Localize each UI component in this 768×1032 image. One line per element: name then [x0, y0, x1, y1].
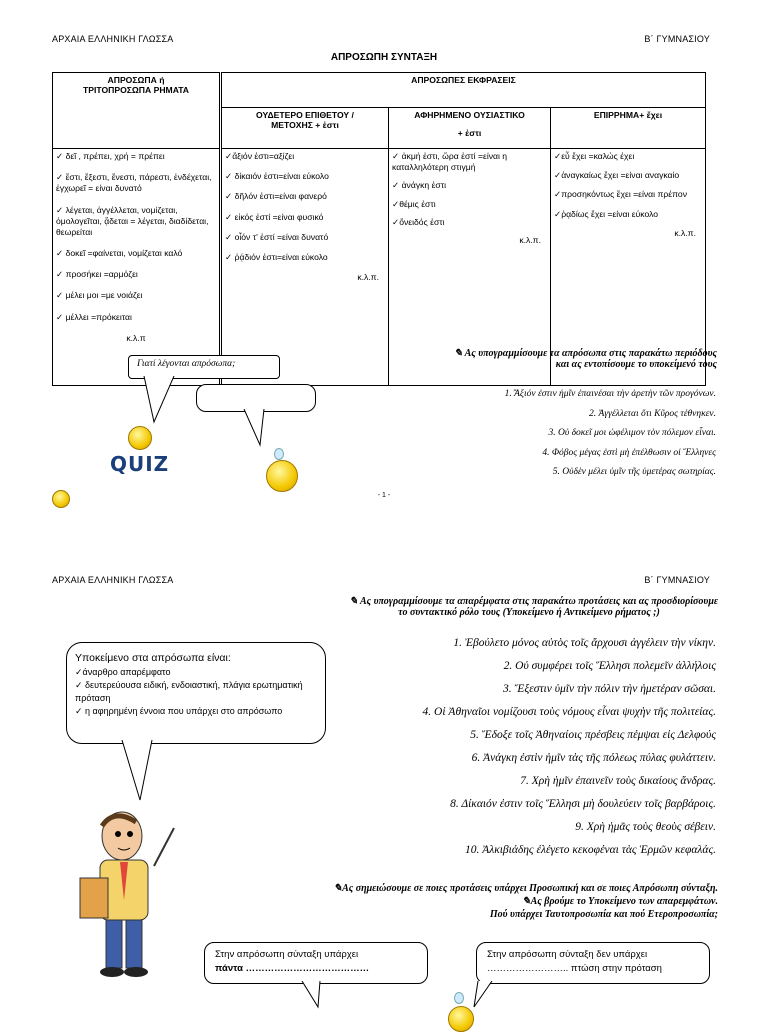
adverb-item: ✓ἀναγκαίως ἔχει =είναι αναγκαίο	[554, 170, 680, 181]
page1-sentence: 4. Φόβος μέγας ἐστὶ μὴ ἐπέλθωσιν οἱ Ἕλληνες	[542, 447, 716, 458]
pencil-icon-3: ✎	[333, 883, 343, 894]
col4-etc: κ.λ.π.	[674, 227, 696, 238]
page2-sentence: 7. Χρὴ ἡμῖν ἐπαινεῖν τοὺς δικαίους ἄνδρας.	[520, 775, 716, 787]
impersonal-verb-item: ✓ ἔστι, ἔξεστι, ἔνεστι, πάρεστι, ἐνδέχεται, ἐγχωρεῖ = είναι δυνατό	[56, 172, 212, 194]
bottom-instruction-line1: Ας σημειώσουμε σε ποιες προτάσεις υπάρχει Προσωπική και σε ποιες Απρόσωπη σύνταξη.	[342, 883, 718, 894]
pencil-icon: ✎	[454, 348, 463, 359]
page2-header-right: Β΄ ΓΥΜΝΑΣΙΟΥ	[644, 575, 710, 585]
col1-list	[56, 151, 216, 323]
lightbulb-icon	[274, 448, 284, 460]
sub2-header-line2: + ἐστι	[457, 128, 482, 138]
subject-box-title: Υποκείμενο στα απρόσωπα είναι:	[75, 652, 231, 664]
sub1-header-line2: ΜΕΤΟΧΗΣ + ἐστι	[271, 120, 339, 130]
fill-box-left-line1: Στην απρόσωπη σύνταξη υπάρχει	[215, 949, 359, 960]
page2-sentence: 8. Δίκαιόν ἐστιν τοῖς Ἕλλησι μὴ δουλεύειν τοῖς βαρβάροις.	[450, 798, 716, 810]
sub2-header	[389, 108, 551, 149]
neuter-adjective-item: ✓ οἷόν τ' ἐστί =είναι δυνατό	[225, 231, 329, 242]
col1-header-line2: ΤΡΙΤΟΠΡΟΣΩΠΑ ΡΗΜΑΤΑ	[82, 85, 190, 95]
page1-header-left: ΑΡΧΑΙΑ ΕΛΛΗΝΙΚΗ ΓΛΩΣΣΑ	[52, 34, 174, 44]
page1-header-right: Β΄ ΓΥΜΝΑΣΙΟΥ	[644, 34, 710, 44]
smiley-face-icon	[266, 460, 298, 492]
bubble-tail-left	[140, 376, 180, 426]
page2-sentence: 9. Χρὴ ἡμᾶς τοὺς θεοὺς σέβειν.	[575, 821, 716, 833]
teacher-figure-icon	[74, 808, 184, 983]
bottom-smiley-face-icon	[448, 1006, 474, 1032]
sub2-header-line1: ΑΦΗΡΗΜΕΝΟ ΟΥΣΙΑΣΤΙΚΟ	[414, 110, 525, 120]
adverb-item: ✓ῥᾳδίως ἔχει =είναι εύκολο	[554, 208, 659, 219]
fill-box-left	[204, 942, 428, 984]
subject-rule-item: ✓άναρθρο απαρέμφατο	[75, 667, 171, 678]
abstract-noun-item: ✓ ἀνάγκη ἐστι	[392, 180, 447, 191]
quiz-question-text: Γιατί λέγονται απρόσωπα;	[137, 359, 236, 369]
impersonal-verb-item: ✓ μέλλει =πρόκειται	[56, 311, 132, 322]
page2-sentence: 5. Ἔδοξε τοῖς Ἀθηναίοις πρέσβεις πέμψαι εἰς Δελφούς	[470, 729, 716, 741]
col2-etc: κ.λ.π.	[357, 272, 379, 283]
neuter-adjective-item: ✓ εἰκός ἐστί =είναι φυσικό	[225, 211, 324, 222]
page1-sentence: 2. Ἀγγέλλεται ὅτι Κῦρος τέθνηκεν.	[589, 408, 716, 419]
subject-rule-item: ✓ δευτερεύουσα ειδική, ενδοιαστική, πλάγια ερωτηματική πρόταση	[75, 680, 303, 704]
sub1-header	[221, 108, 389, 149]
pencil-icon-4: ✎	[522, 896, 531, 907]
group-header: ΑΠΡΟΣΩΠΕΣ ΕΚΦΡΑΣΕΙΣ	[221, 73, 706, 108]
page2-sentence: 2. Οὐ συμφέρει τοῖς Ἕλλησι πολεμεῖν ἀλλήλοις	[503, 660, 716, 672]
impersonal-verb-item: ✓ μέλει μοι =με νοιάζει	[56, 290, 143, 301]
fill-box-left-line2[interactable]: πάντα …………………………………	[215, 963, 370, 975]
quiz-label: QUIZ	[110, 452, 170, 476]
col1-header-line1: ΑΠΡΟΣΩΠΑ ή	[107, 75, 165, 85]
page1-sentence: 3. Οὐ δοκεῖ μοι ὠφέλιμον τὸν πόλεμον εἶναι.	[548, 428, 716, 438]
sub3-header: ΕΠΙΡΡΗΜΑ+ ἔχει	[551, 108, 706, 149]
subject-box-tail	[120, 740, 160, 804]
page2-header-left: ΑΡΧΑΙΑ ΕΛΛΗΝΙΚΗ ΓΛΩΣΣΑ	[52, 575, 174, 585]
page2-instruction-line1: Ας υπογραμμίσουμε τα απαρέμφατα στις παρακάτω προτάσεις και ας προσδιορίσουμε	[359, 596, 718, 607]
impersonal-table	[52, 72, 706, 386]
adverb-item: ✓προσηκόντως ἔχει =είναι πρέπον	[554, 189, 687, 200]
adverb-item: ✓εὖ ἔχει =καλώς έχει	[554, 151, 635, 161]
impersonal-verb-item: ✓ προσήκει =αρμόζει	[56, 269, 138, 280]
page1-instruction-line2: και ας εντοπίσουμε το υποκείμενό τους	[555, 359, 717, 370]
page2-sentence: 4. Οἱ Ἀθηναῖοι νομίζουσι τοὺς νόμους εἶναι ψυχὴν τῆς πολιτείας.	[422, 706, 716, 718]
fill-box-left-tail	[300, 981, 330, 1011]
page2-instruction	[200, 596, 718, 618]
sub1-header-line1: ΟΥΔΕΤΕΡΟ ΕΠΙΘΕΤΟΥ /	[256, 110, 354, 120]
impersonal-verb-item: ✓ λέγεται, ἀγγέλλεται, νομίζεται, ὁμολογεῖται, ᾄδεται = λέγεται, διαδίδεται, θεωρείται	[56, 204, 209, 237]
fill-box-right-tail	[470, 981, 500, 1011]
neuter-adjective-item: ✓ἄξιόν ἐστι=αξίζει	[225, 151, 295, 161]
col1-header	[53, 73, 221, 149]
col1-etc: κ.λ.π	[126, 332, 146, 343]
fill-box-right-line1: Στην απρόσωπη σύνταξη δεν υπάρχει	[487, 949, 648, 960]
page1-instruction-line1: Ας υπογραμμίσουμε τα απρόσωπα στις παρακάτω περιόδους	[464, 348, 717, 359]
col1-cell	[53, 149, 221, 386]
answer-bubble	[196, 384, 316, 412]
col3-etc: κ.λ.π.	[519, 234, 541, 245]
page2-sentence: 10. Ἀλκιβιάδης ἐλέγετο κεκοφέναι τὰς Ἑρμῶν κεφαλάς.	[464, 844, 716, 856]
page2-instruction-line2: το συντακτικό ρόλο τους (Υποκείμενο ή Αντικείμενο ρήματος ;)	[398, 607, 660, 618]
fill-box-right	[476, 942, 710, 984]
bubble-tail-right	[240, 409, 270, 449]
page2-sentence: 6. Ἀνάγκη ἐστὶν ἡμῖν τὰς τῆς πόλεως πύλας φυλάττειν.	[471, 752, 716, 764]
page-number: - 1 -	[377, 492, 391, 499]
page1-sentence: 5. Οὐδὲν μέλει ὑμῖν τῆς ὑμετέρας σωτηρίας.	[552, 467, 716, 477]
neuter-adjective-item: ✓ δῆλόν ἐστι=είναι φανερό	[225, 191, 327, 202]
abstract-noun-item: ✓θέμις ἐστι	[392, 198, 436, 209]
abstract-noun-item: ✓ὄνειδός ἐστι	[392, 216, 445, 227]
bottom-lightbulb-icon	[454, 992, 464, 1004]
fill-box-right-line2[interactable]: …………………….. πτώση στην πρόταση	[487, 963, 662, 975]
neuter-adjective-item: ✓ ῥᾴδιόν ἐστι=είναι εύκολο	[225, 251, 328, 262]
neuter-adjective-item: ✓ δίκαιόν ἐστι=είναι εύκολο	[225, 171, 329, 182]
col3-list	[392, 151, 547, 228]
impersonal-verb-item: ✓ δεῖ , πρέπει, χρή = πρέπει	[56, 151, 165, 161]
page1-title: ΑΠΡΟΣΩΠΗ ΣΥΝΤΑΞΗ	[330, 52, 438, 63]
pencil-icon-2: ✎	[349, 596, 358, 607]
page2-sentence: 1. Ἐβούλετο μόνος αὐτὸς τοῖς ἄρχουσι ἀγγέλειν τὴν νίκην.	[453, 637, 716, 649]
page2-sentence: 3. Ἔξεστιν ὑμῖν τὴν πόλιν τὴν ἡμετέραν σῶσαι.	[502, 683, 716, 695]
page1-instruction	[355, 348, 717, 370]
page2-bottom-instructions	[180, 882, 718, 921]
subject-info-box	[66, 642, 326, 744]
thinking-smiley-icon	[128, 426, 152, 450]
bottom-instruction-line2: Ας βρούμε το Υποκείμενο των απαρεμφάτων.	[530, 896, 718, 907]
bottom-instruction-line3: Πού υπάρχει Ταυτοπροσωπία και πού Ετεροπροσωπία;	[489, 909, 718, 920]
abstract-noun-item: ✓ ἀκμή ἐστι, ὥρα ἐστί =είναι η καταλληλότερη στιγμή	[392, 151, 508, 173]
page1-sentence: 1. Ἄξιόν ἐστιν ἡμῖν ἐπαινέσαι τὴν ἀρετὴν τῶν προγόνων.	[504, 389, 716, 399]
subject-rule-item: ✓ η αφηρημένη έννοια που υπάρχει στο απρόσωπο	[75, 706, 283, 717]
col4-list	[554, 151, 702, 220]
col2-list	[225, 151, 385, 263]
impersonal-verb-item: ✓ δοκεῖ =φαίνεται, νομίζεται καλό	[56, 248, 183, 259]
subject-box-list	[75, 666, 317, 718]
